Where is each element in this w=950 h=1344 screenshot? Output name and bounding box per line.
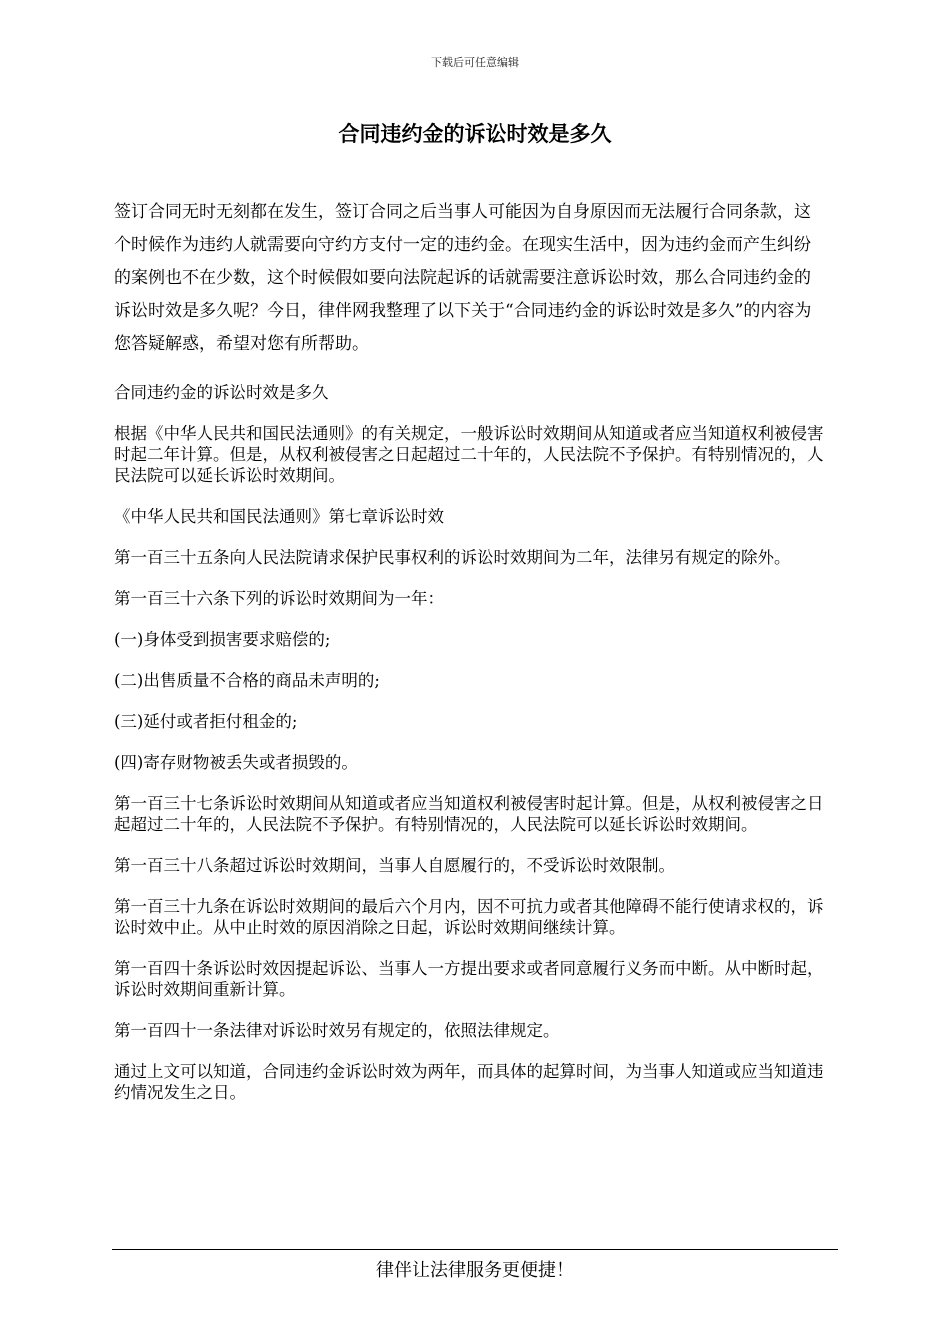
article-137: 第一百三十七条诉讼时效期间从知道或者应当知道权利被侵害时起计算。但是，从权利被侵害之日起超过二十年的，人民法院不予保护。有特别情况的，人民法院可以延长诉讼时效期间。 bbox=[114, 794, 824, 834]
article-136: 第一百三十六条下列的诉讼时效期间为一年： bbox=[114, 589, 444, 608]
article-135: 第一百三十五条向人民法院请求保护民事权利的诉讼时效期间为二年，法律另有规定的除外。 bbox=[114, 548, 791, 567]
list-item: (四)寄存财物被丢失或者损毁的。 bbox=[114, 753, 358, 772]
list-item: (二)出售质量不合格的商品未声明的; bbox=[114, 671, 380, 690]
article-141: 第一百四十一条法律对诉讼时效另有规定的，依照法律规定。 bbox=[114, 1021, 560, 1040]
article-139: 第一百三十九条在诉讼时效期间的最后六个月内，因不可抗力或者其他障碍不能行使请求权的，诉讼时效中止。从中止时效的原因消除之日起，诉讼时效期间继续计算。 bbox=[114, 897, 824, 937]
intro-paragraph: 签订合同无时无刻都在发生，签订合同之后当事人可能因为自身原因而无法履行合同条款，这个时候作为违约人就需要向守约方支付一定的违约金。在现实生活中，因为违约金而产生纠纷的案例也不在少数，这个时候假如要向法院起诉的话就需要注意诉讼时效，那么合同违约金的诉讼时效是多久呢？今日，律伴网我整理了以下关于“合同违约金的诉讼时效是多久”的内容为您答疑解惑，希望对您有所帮助。 bbox=[114, 202, 812, 354]
list-item: (一)身体受到损害要求赔偿的; bbox=[114, 630, 331, 649]
document-body bbox=[114, 382, 826, 1123]
list-item: (三)延付或者拒付租金的; bbox=[114, 712, 298, 731]
article-140: 第一百四十条诉讼时效因提起诉讼、当事人一方提出要求或者同意履行义务而中断。从中断时起，诉讼时效期间重新计算。 bbox=[114, 959, 824, 999]
body-paragraph: 根据《中华人民共和国民法通则》的有关规定，一般诉讼时效期间从知道或者应当知道权利被侵害时起二年计算。但是，从权利被侵害之日起超过二十年的，人民法院不予保护。有特别情况的，人民法院可以延长诉讼时效期间。 bbox=[114, 424, 824, 485]
document-title: 合同违约金的诉讼时效是多久 bbox=[338, 122, 612, 146]
section-heading: 合同违约金的诉讼时效是多久 bbox=[114, 383, 329, 402]
chapter-heading: 《中华人民共和国民法通则》第七章诉讼时效 bbox=[114, 507, 444, 526]
footer-divider bbox=[112, 1249, 838, 1250]
header-note: 下载后可任意编辑 bbox=[431, 56, 519, 69]
footer-slogan: 律伴让法律服务更便捷！ bbox=[376, 1260, 574, 1281]
conclusion-paragraph: 通过上文可以知道，合同违约金诉讼时效为两年，而具体的起算时间，为当事人知道或应当知道违约情况发生之日。 bbox=[114, 1062, 824, 1102]
article-138: 第一百三十八条超过诉讼时效期间，当事人自愿履行的，不受诉讼时效限制。 bbox=[114, 856, 675, 875]
